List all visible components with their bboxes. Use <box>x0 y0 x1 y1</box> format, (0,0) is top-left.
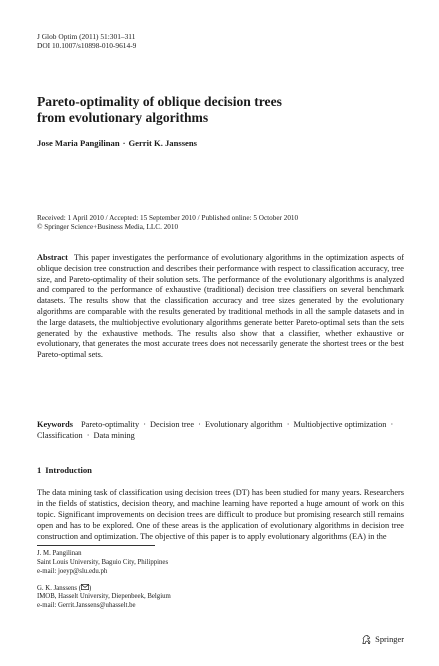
section-number: 1 <box>37 465 42 475</box>
publisher-name: Springer <box>375 635 404 644</box>
abstract-text: This paper investigates the performance of evolutionary algorithms in the optimization aspects of oblique decision tree construction and describes their performance with respect to classification accuracy, tree size, and Pareto-optimality of their solution sets. The performance of the evolutionary algorithms is analyzed and compared to the performance of exhaustive (traditional) decision tree classifiers on several benchmark datasets. The results show that the classification accuracy and tree sizes generated by the evolutionary algorithms are comparable with the results generated by traditional methods in all the sample datasets and in the large datasets, the multiobjective evolutionary algorithms generate better Pareto-optimal sets than the sets generated by the exhaustive methods. The results also show that a classifier, whether exhaustive or evolutionary, that generates the most accurate trees does not necessarily generate the shortest trees or the best Pareto-optimal sets. <box>37 253 404 360</box>
envelope-icon: ( ) <box>78 585 92 592</box>
keyword-separator: · <box>286 420 290 429</box>
abstract <box>37 253 404 361</box>
author-list <box>37 138 197 148</box>
footnote-divider <box>37 545 155 546</box>
publisher-logo <box>361 634 404 645</box>
paper-title <box>37 94 377 126</box>
keyword: Decision tree <box>150 420 195 429</box>
abstract-label: Abstract <box>37 253 68 262</box>
paper-title-line-2: from evolutionary algorithms <box>37 110 209 125</box>
received-accepted-dates: Received: 1 April 2010 / Accepted: 15 September 2010 / Published online: 5 October 2010 <box>37 214 299 222</box>
footnote-author-1-name: J. M. Pangilinan <box>37 550 82 557</box>
introduction-paragraph: The data mining task of classification using decision trees (DT) has been studied for many years. Researchers in the fields of statistics, decision theory, and machine learning have reported a huge amount of work on this topic. Significant improvements on decision trees are difficult to produce but promising research still remains open and has to be explored. One of these areas is the application of evolutionary algorithms in decision tree construction and optimization. The objective of this paper is to apply evolutionary algorithms (EA) in the <box>37 488 404 541</box>
keyword-separator: · <box>198 420 201 429</box>
keyword: Evolutionary algorithm <box>204 420 283 429</box>
keywords-label: Keywords <box>37 420 73 429</box>
doi: DOI 10.1007/s10898-010-9614-9 <box>37 41 137 50</box>
footnote-author-2-email: e-mail: Gerrit.Janssens@uhasselt.be <box>37 602 136 609</box>
keyword: Pareto-optimality <box>81 420 140 429</box>
author-separator: · <box>122 138 126 148</box>
springer-horse-icon <box>361 634 372 645</box>
section-heading <box>37 465 92 475</box>
keyword-separator: · <box>86 430 90 440</box>
section-title: Introduction <box>45 465 92 475</box>
journal-reference: J Glob Optim (2011) 51:301–311 <box>37 32 136 41</box>
keyword: Classification <box>37 430 83 440</box>
keyword-separator: · <box>390 420 394 429</box>
footnote-author-1-affiliation: Saint Louis University, Baguio City, Philippines <box>37 559 169 566</box>
keywords <box>37 420 404 442</box>
keyword: Multiobjective optimization <box>293 420 387 429</box>
keyword-separator: · <box>143 420 146 429</box>
author-name-1: Jose Maria Pangilinan <box>37 138 120 148</box>
paper-title-line-1: Pareto-optimality of oblique decision trees <box>37 94 282 109</box>
footnote-author-2-name: G. K. Janssens <box>37 585 78 592</box>
footnote-author-1-email: e-mail: joeyp@slu.edu.ph <box>37 568 108 575</box>
author-name-2: Gerrit K. Janssens <box>128 138 197 148</box>
copyright-line: © Springer Science+Business Media, LLC. 2010 <box>37 223 179 231</box>
footnote-author-2-affiliation: IMOB, Hasselt University, Diepenbeek, Belgium <box>37 593 171 600</box>
keyword: Data mining <box>93 430 135 440</box>
